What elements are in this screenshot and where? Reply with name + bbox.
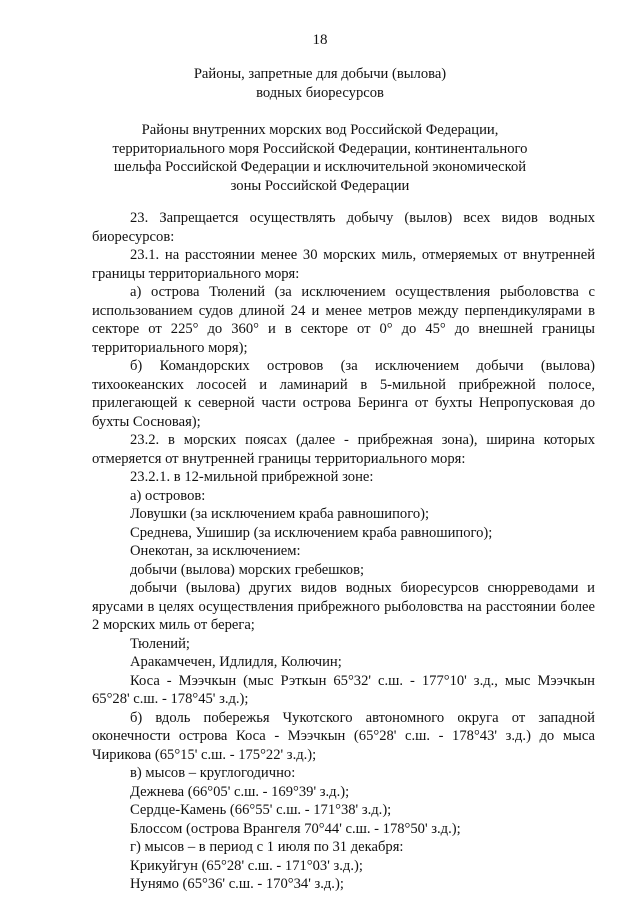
- list-item-islands-label: а) островов:: [130, 487, 206, 504]
- section-subtitle-line: шельфа Российской Федерации и исключительной экономической: [113, 159, 527, 175]
- section-subtitle-line: зоны Российской Федерации: [230, 177, 410, 194]
- list-item-dobychi-drugih: добычи (вылова) других видов водных биоресурсов снюрреводами и ярусами в целях осуществления прибрежного рыболовства на расстоянии более 2 морских миль от берега;: [92, 580, 595, 633]
- paragraph-23-1-a: а) острова Тюлений (за исключением осуществления рыболовства с использованием судов длиной 24 и менее метров между перпендикулярами в секторе от 225° до 360° и в секторе от 0° до 45° до внешней границы территориального моря);: [92, 284, 595, 356]
- list-item-blossom: Блоссом (острова Врангеля 70°44' с.ш. - 178°50' з.д.);: [130, 820, 461, 837]
- list-item-sredneva: Среднева, Ушишир (за исключением краба равношипого);: [130, 524, 493, 541]
- list-item-dobychi-grebeshkov: добычи (вылова) морских гребешков;: [130, 561, 365, 578]
- paragraph-23-1: 23.1. на расстоянии менее 30 морских миль, отмеряемых от внутренней границы территориального моря:: [92, 247, 595, 282]
- list-item-serdtse-kamen: Сердце-Камень (66°55' с.ш. - 171°38' з.д.);: [130, 802, 392, 818]
- section-title-line: водных биоресурсов: [256, 84, 384, 101]
- section-subtitle-line: территориального моря Российской Федерации, континентального: [112, 140, 528, 157]
- paragraph-g-capes: г) мысов – в период с 1 июля по 31 декабря:: [130, 839, 404, 855]
- section-subtitle-line: Районы внутренних морских вод Российской Федерации,: [141, 122, 499, 138]
- paragraph-23-2-1: 23.2.1. в 12-мильной прибрежной зоне:: [130, 469, 374, 485]
- page-number: 18: [312, 32, 328, 48]
- list-item-onekotan: Онекотан, за исключением:: [130, 543, 301, 559]
- paragraph-b-coast: б) вдоль побережья Чукотского автономного округа от западной оконечности острова Коса - Мээчкын (65°28' с.ш. - 178°43' з.д.) до мыса Чирикова (65°15' с.ш. - 175°22' з.д.);: [92, 709, 595, 763]
- paragraph-23: 23. Запрещается осуществлять добычу (вылов) всех видов водных биоресурсов:: [92, 210, 595, 245]
- list-item-kosa: Коса - Мээчкын (мыс Рэткын 65°32' с.ш. - 177°10' з.д., мыс Мээчкын 65°28' с.ш. - 178°45' з.д.);: [92, 672, 595, 707]
- section-title-line: Районы, запретные для добычи (вылова): [193, 66, 447, 82]
- list-item-arakamchechen: Аракамчечен, Идлидля, Колючин;: [130, 654, 342, 670]
- paragraph-23-1-b: б) Командорских островов (за исключением добычи (вылова) тихоокеанских лососей и ламинарий в 5-мильной прибрежной полосе, прилегающей к северной части острова Беринга от бухты Непропусковая до бухты Сосновая);: [92, 358, 595, 430]
- list-item-dezhneva: Дежнева (66°05' с.ш. - 169°39' з.д.);: [130, 783, 350, 800]
- document-body: [92, 209, 595, 894]
- paragraph-23-2: 23.2. в морских поясах (далее - прибрежная зона), ширина которых отмеряется от внутренней границы территориального моря:: [92, 432, 595, 467]
- section-subtitle: [0, 121, 640, 195]
- section-title: [0, 65, 640, 102]
- list-item-tyuleniy: Тюлений;: [130, 635, 190, 652]
- list-item-lovushki: Ловушки (за исключением краба равношипого);: [130, 506, 430, 522]
- list-item-krikuygun: Крикуйгун (65°28' с.ш. - 171°03' з.д.);: [130, 857, 363, 874]
- list-item-nunyamo: Нунямо (65°36' с.ш. - 170°34' з.д.);: [130, 876, 344, 892]
- paragraph-v-capes: в) мысов – круглогодично:: [130, 765, 296, 781]
